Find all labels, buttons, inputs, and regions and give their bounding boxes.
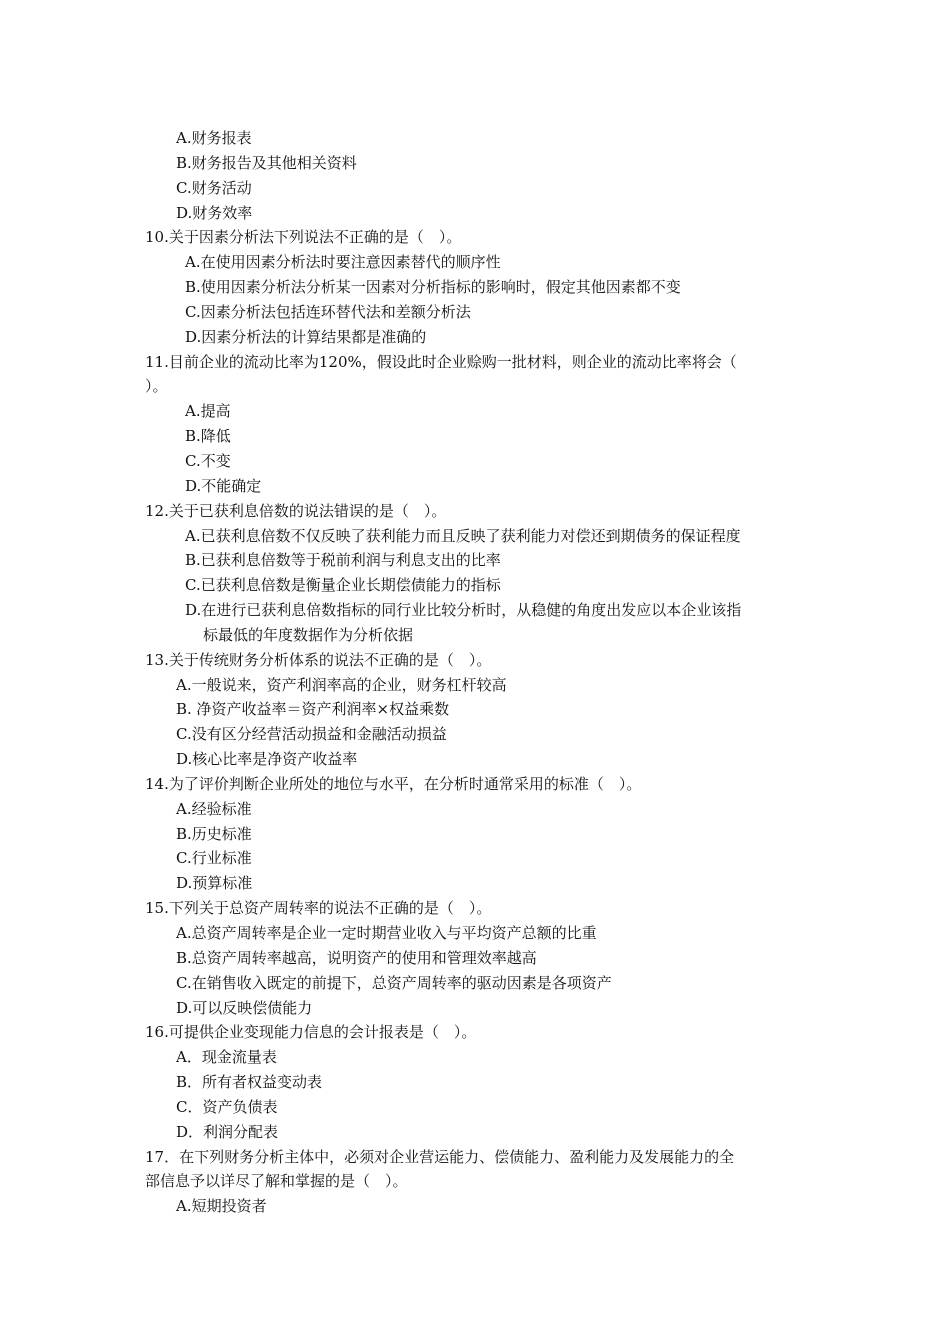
- option-text-line: B．所有者权益变动表: [176, 1073, 323, 1092]
- question-text-line: ）。: [145, 377, 168, 396]
- question-text-line: 12.关于已获利息倍数的说法错误的是（ ）。: [145, 501, 447, 520]
- option-text-line: B.降低: [185, 427, 231, 446]
- option-text-line: A.已获利息倍数不仅反映了获利能力而且反映了获利能力对偿还到期债务的保证程度: [185, 526, 741, 545]
- option-text-line: C.不变: [185, 451, 231, 470]
- option-text-line: B.使用因素分析法分析某一因素对分析指标的影响时，假定其他因素都不变: [185, 278, 681, 297]
- option-text-line: A．现金流量表: [176, 1048, 277, 1067]
- option-text-line: A.总资产周转率是企业一定时期营业收入与平均资产总额的比重: [176, 924, 597, 942]
- option-text-line: D.核心比率是净资产收益率: [176, 750, 358, 769]
- question-text-line: 17．在下列财务分析主体中，必须对企业营运能力、偿债能力、盈利能力及发展能力的全: [145, 1147, 735, 1166]
- option-text-line: A.提高: [185, 402, 231, 421]
- question-text-line: 13.关于传统财务分析体系的说法不正确的是（ ）。: [145, 650, 492, 669]
- option-text-line: D.财务效率: [176, 203, 253, 222]
- question-text-line: 11.目前企业的流动比率为120%，假设此时企业赊购一批材料，则企业的流动比率将会（: [145, 352, 737, 371]
- option-text-line: C.行业标准: [176, 849, 252, 868]
- option-text-line: A.经验标准: [176, 799, 252, 818]
- option-text-line: B.已获利息倍数等于税前利润与利息支出的比率: [185, 551, 501, 570]
- question-text-line: 10.关于因素分析法下列说法不正确的是（ ）。: [145, 228, 462, 247]
- option-text-line: C.因素分析法包括连环替代法和差额分析法: [185, 302, 471, 321]
- option-text-line: D.在进行已获利息倍数指标的同行业比较分析时，从稳健的角度出发应以本企业该指: [185, 601, 742, 620]
- option-text-line: C．资产负债表: [176, 1097, 278, 1116]
- question-list: [145, 126, 817, 1219]
- option-text-line: A.一般说来，资产利润率高的企业，财务杠杆较高: [176, 675, 507, 694]
- question-text-line: 14.为了评价判断企业所处的地位与水平，在分析时通常采用的标准（ ）。: [145, 774, 642, 793]
- option-text-line: A.在使用因素分析法时要注意因素替代的顺序性: [185, 253, 501, 272]
- option-text-line: B.历史标准: [176, 824, 252, 843]
- option-text-line: 标最低的年度数据作为分析依据: [203, 625, 414, 644]
- option-text-line: B. 净资产收益率＝资产利润率×权益乘数: [176, 700, 450, 719]
- option-text-line: A.财务报表: [176, 129, 252, 147]
- option-text-line: D.不能确定: [185, 476, 262, 495]
- option-text-line: C.财务活动: [176, 178, 252, 197]
- option-text-line: B.财务报告及其他相关资料: [176, 153, 357, 172]
- option-text-line: D.预算标准: [176, 874, 253, 893]
- question-text-line: 部信息予以详尽了解和掌握的是（ ）。: [145, 1172, 408, 1191]
- option-text-line: B.总资产周转率越高，说明资产的使用和管理效率越高: [176, 948, 537, 967]
- option-text-line: A.短期投资者: [176, 1197, 267, 1216]
- option-text-line: D.可以反映偿债能力: [176, 998, 313, 1017]
- option-text-line: D.因素分析法的计算结果都是准确的: [185, 327, 427, 346]
- option-text-line: D．利润分配表: [176, 1122, 279, 1141]
- question-text-line: 16.可提供企业变现能力信息的会计报表是（ ）。: [145, 1023, 477, 1042]
- question-text-line: 15.下列关于总资产周转率的说法不正确的是（ ）。: [145, 899, 492, 918]
- option-text-line: C.在销售收入既定的前提下，总资产周转率的驱动因素是各项资产: [176, 973, 612, 992]
- option-text-line: C.没有区分经营活动损益和金融活动损益: [176, 725, 447, 744]
- option-text-line: C.已获利息倍数是衡量企业长期偿债能力的指标: [185, 576, 501, 595]
